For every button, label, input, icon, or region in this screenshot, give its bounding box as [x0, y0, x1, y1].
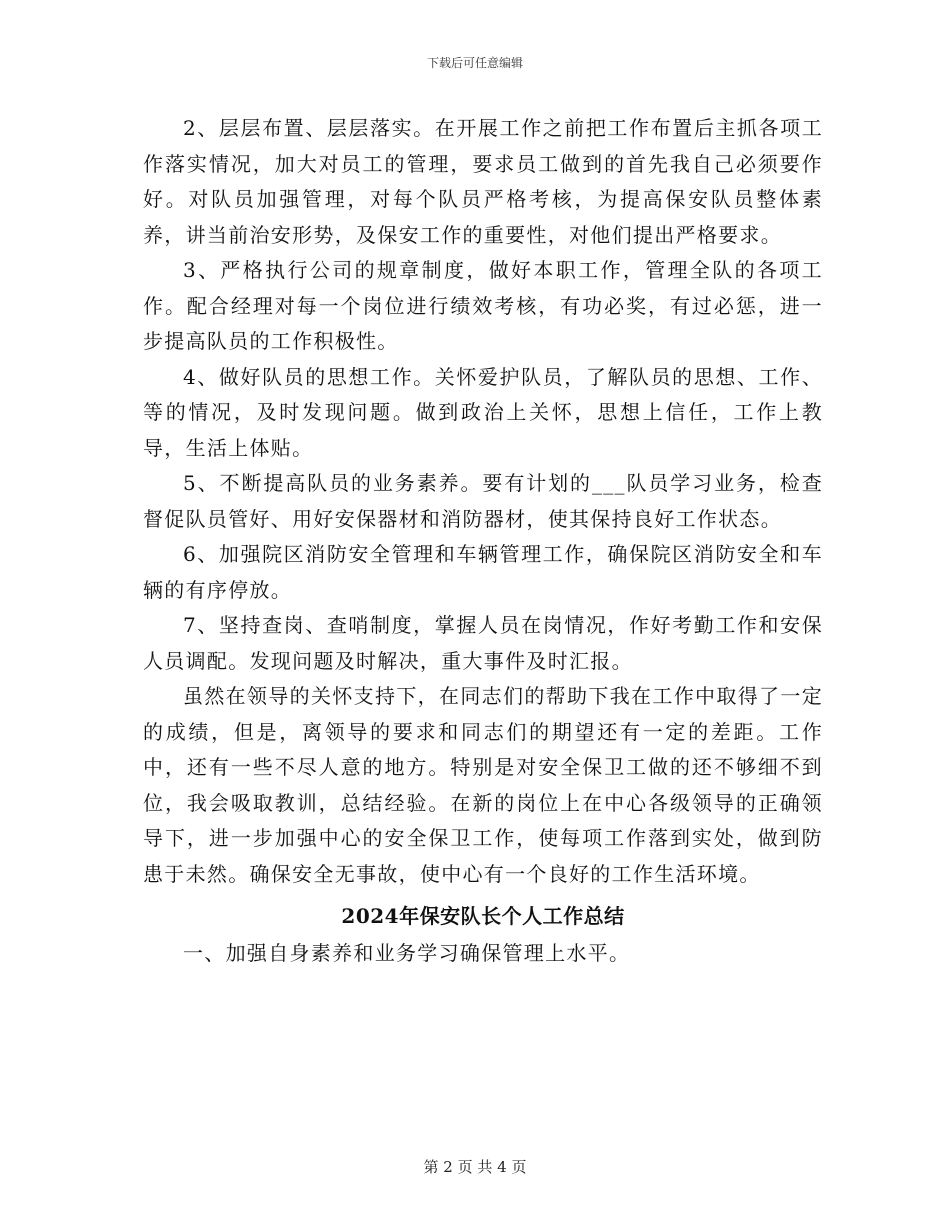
page-header: 下载后可任意编辑: [426, 56, 523, 70]
paragraph-item-7: 7、坚持查岗、查哨制度，掌握人员在岗情况，作好考勤工作和安保人员调配。发现问题及时解决，重大事件及时汇报。: [143, 613, 823, 673]
section-title: 2024年保安队长个人工作总结: [341, 904, 625, 928]
paragraph-item-5: 5、不断提高队员的业务素养。要有计划的___队员学习业务，检查督促队员管好、用好安保器材和消防器材，使其保持良好工作状态。: [143, 471, 823, 531]
section-first-line: 一、加强自身素养和业务学习确保管理上水平。: [183, 941, 631, 965]
paragraph-item-4: 4、做好队员的思想工作。关怀爱护队员，了解队员的思想、工作、等的情况，及时发现问题。做到政治上关怀，思想上信任，工作上教导，生活上体贴。: [143, 364, 823, 460]
page-footer: 第 2 页 共 4 页: [423, 1158, 527, 1176]
paragraph-item-6: 6、加强院区消防安全管理和车辆管理工作，确保院区消防安全和车辆的有序停放。: [143, 542, 823, 602]
paragraph-conclusion: 虽然在领导的关怀支持下，在同志们的帮助下我在工作中取得了一定的成绩，但是，离领导的要求和同志们的期望还有一定的差距。工作中，还有一些不尽人意的地方。特别是对安全保卫工做的还不够细不到位，我会吸取教训，总结经验。在新的岗位上在中心各级领导的正确领导下，进一步加强中心的安全保卫工作，使每项工作落到实处，做到防患于未然。确保安全无事故，使中心有一个良好的工作生活环境。: [143, 684, 823, 886]
document-body: [143, 111, 823, 972]
paragraph-item-2: 2、层层布置、层层落实。在开展工作之前把工作布置后主抓各项工作落实情况，加大对员工的管理，要求员工做到的首先我自己必须要作好。对队员加强管理，对每个队员严格考核，为提高保安队员整体素养，讲当前治安形势，及保安工作的重要性，对他们提出严格要求。: [143, 116, 823, 247]
paragraph-item-3: 3、严格执行公司的规章制度，做好本职工作，管理全队的各项工作。配合经理对每一个岗位进行绩效考核，有功必奖，有过必惩，进一步提高队员的工作积极性。: [143, 258, 823, 353]
